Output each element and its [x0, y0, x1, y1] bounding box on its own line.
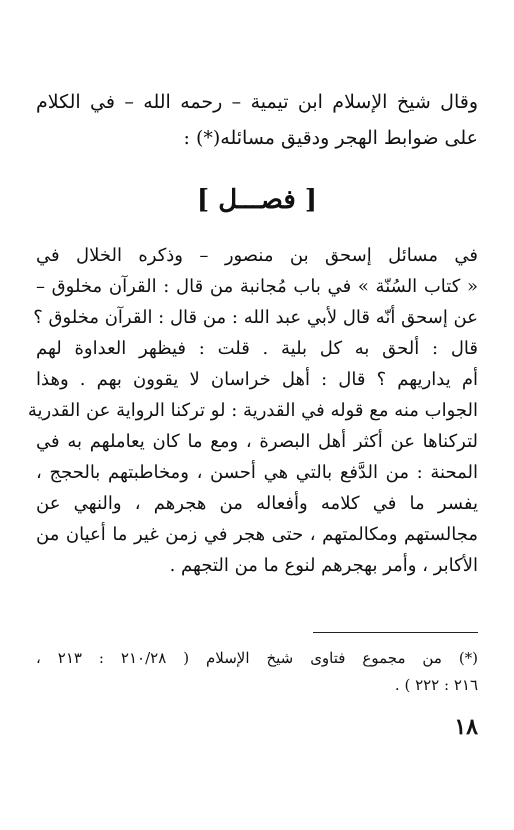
body-line: الأكابر ، وأمر بهجرهم لنوع ما من التجهم . [169, 555, 478, 576]
body-line: المحنة : من الدَّفع بالتي هي أحسن ، ومخاطبتهم بالحجج ، [36, 462, 478, 483]
body-line: أم يداريهم ؟ قال : أهل خراسان لا يقوون بهم . وهذا [36, 369, 478, 390]
intro-paragraph: وقال شيخ الإسلام ابن تيمية – رحمه الله – في الكلام على ضوابط الهجر ودقيق مسائله(*) : [36, 91, 478, 149]
section-heading: [ فصـــل ] [196, 185, 318, 215]
body-line: يفسر ما في كلامه وأفعاله من هجرهم ، والنهي عن [36, 493, 478, 514]
body-line: « كتاب السُنّة » في باب مُجانبة من قال : القرآن مخلوق – [36, 276, 478, 297]
body-line: في مسائل إسحق بن منصور – وذكره الخلال في [36, 245, 478, 266]
main-paragraph [27, 240, 478, 581]
footnote-line: (*) من مجموع فتاوى شيخ الإسلام ( ٢١٠/٢٨ : ٢١٣ ، [36, 649, 479, 667]
footnote [36, 645, 478, 699]
footnote-line: ٢١٦ : ٢٢٢ ) . [394, 676, 478, 694]
footnote-divider [313, 632, 478, 633]
body-line: لتركناها عن أكثر أهل البصرة ، ومع ما كان يعاملهم به في [36, 431, 478, 452]
body-line: قال : ألحق به كل بلية . قلت : فيظهر العداوة لهم [36, 338, 478, 359]
body-line: مجالستهم ومكالمتهم ، حتى هجر في زمن غير ما أعيان من [36, 524, 478, 545]
body-line: عن إسحق أنّه قال لأبي عبد الله : من قال : القرآن مخلوق ؟ [33, 307, 478, 328]
page-number: ١٨ [454, 714, 478, 740]
body-line: الجواب منه مع قوله في القدرية : لو تركنا الرواية عن القدرية [27, 400, 478, 421]
